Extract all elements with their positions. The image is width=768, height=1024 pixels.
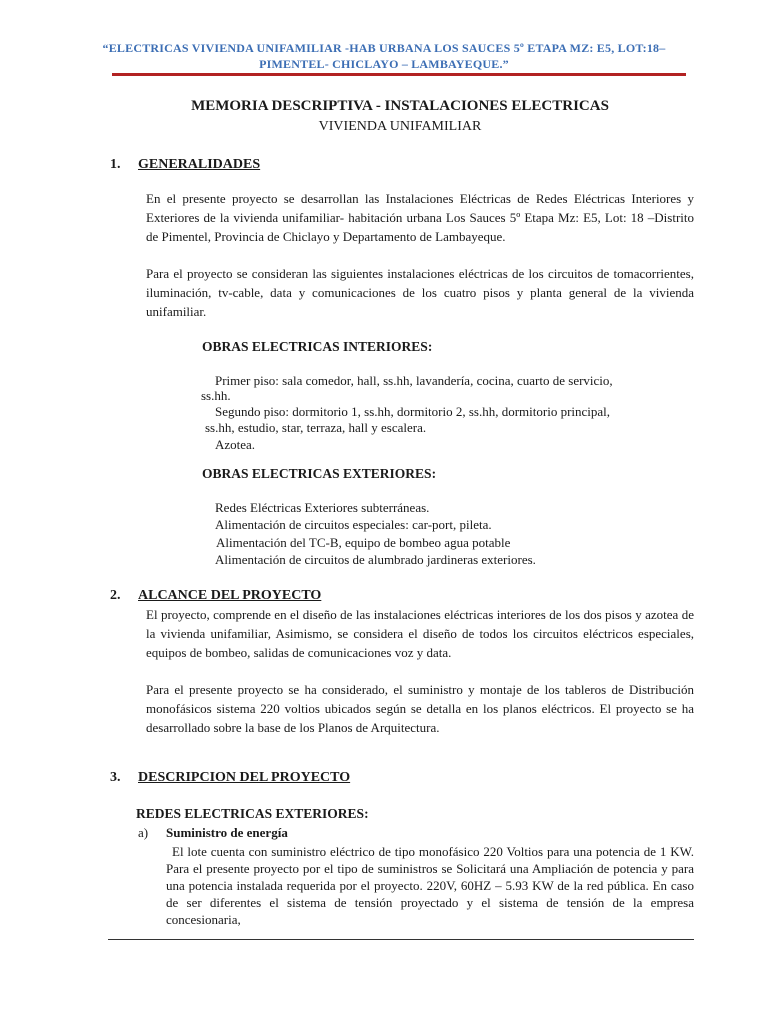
list-item: Alimentación del TC-B, equipo de bombeo agua potable [216,535,511,550]
list-item: Redes Eléctricas Exteriores subterráneas. [215,500,430,515]
paragraph: Para el proyecto se consideran las siguientes instalaciones eléctricas de los circuitos de tomacorrientes, iluminación, tv-cable, data y comunicaciones de los cuatro pisos y planta general de la vivienda unifamiliar. [146,266,694,319]
item-letter: a) [138,825,149,840]
section-heading-descripcion [110,769,350,787]
list-item: Alimentación de circuitos de alumbrado jardineras exteriores. [215,552,536,567]
list-item: Segundo piso: dormitorio 1, ss.hh, dormitorio 2, ss.hh, dormitorio principal, [215,404,611,419]
section-number: 2. [110,588,121,603]
section-title: ALCANCE DEL PROYECTO [138,588,322,603]
paragraph: En el presente proyecto se desarrollan las Instalaciones Eléctricas de Redes Eléctricas Interiores y Exteriores de la vivienda unifamiliar- habitación urbana Los Sauces 5º Etapa Mz: E5, Lot: 18 –Distrito de Pimentel, Provincia de Chiclayo y Departamento de Lambayeque. [146,191,694,244]
item-title: Suministro de energía [166,825,288,840]
list-item-suministro [138,824,288,842]
header-divider [112,73,686,76]
list-item: ss.hh. [201,388,231,403]
section-title: DESCRIPCION DEL PROYECTO [138,770,351,785]
document-header [80,40,688,72]
list-item: Azotea. [215,437,256,452]
document-title: MEMORIA DESCRIPTIVA - INSTALACIONES ELECTRICAS [191,98,609,114]
list-item: ss.hh, estudio, star, terraza, hall y escalera. [205,420,427,435]
paragraph: El proyecto, comprende en el diseño de las instalaciones eléctricas interiores de los dos pisos y azotea de la vivienda unifamiliar, Asimismo, se considera el diseño de todos los circuitos eléctricos especiales, equipos de bombeo, salidas de comunicaciones voz y data. [146,607,694,660]
footer-divider [108,939,694,940]
list-item: Alimentación de circuitos especiales: car-port, pileta. [215,517,492,532]
section-title: GENERALIDADES [138,157,261,172]
list-item: Primer piso: sala comedor, hall, ss.hh, lavandería, cocina, cuarto de servicio, [215,373,613,388]
header-line-1: “ELECTRICAS VIVIENDA UNIFAMILIAR -HAB URBANA LOS SAUCES 5º ETAPA MZ: E5, LOT:18– [102,41,666,55]
paragraph: Para el presente proyecto se ha considerado, el suministro y montaje de los tableros de Distribución monofásicos sistema 220 voltios ubicados según se detalla en los planos eléctricos. El proyecto se ha desarrollado sobre la base de los Planos de Arquitectura. [146,682,694,735]
section-heading-alcance [110,587,321,605]
document-subtitle: VIVIENDA UNIFAMILIAR [318,119,482,134]
section-number: 1. [110,157,121,172]
header-line-2: PIMENTEL- CHICLAYO – LAMBAYEQUE.” [259,57,509,71]
section-number: 3. [110,770,121,785]
paragraph: El lote cuenta con suministro eléctrico de tipo monofásico 220 Voltios para una potencia de 1 KW. Para el presente proyecto por el tipo de suministros se Solicitará una Ampliación de potencia y para una potencia instalada requerida por el proyecto. 220V, 60HZ – 5.93 KW de la red pública. En caso de ser diferentes el sistema de tensión proyectado y el sistema de tensión de la empresa concesionaria, [166,844,694,927]
subheading-obras-exteriores: OBRAS ELECTRICAS EXTERIORES: [202,466,437,481]
section-heading-generalidades [110,156,260,174]
subheading-redes-exteriores: REDES ELECTRICAS EXTERIORES: [136,806,369,821]
subheading-obras-interiores: OBRAS ELECTRICAS INTERIORES: [202,339,433,354]
